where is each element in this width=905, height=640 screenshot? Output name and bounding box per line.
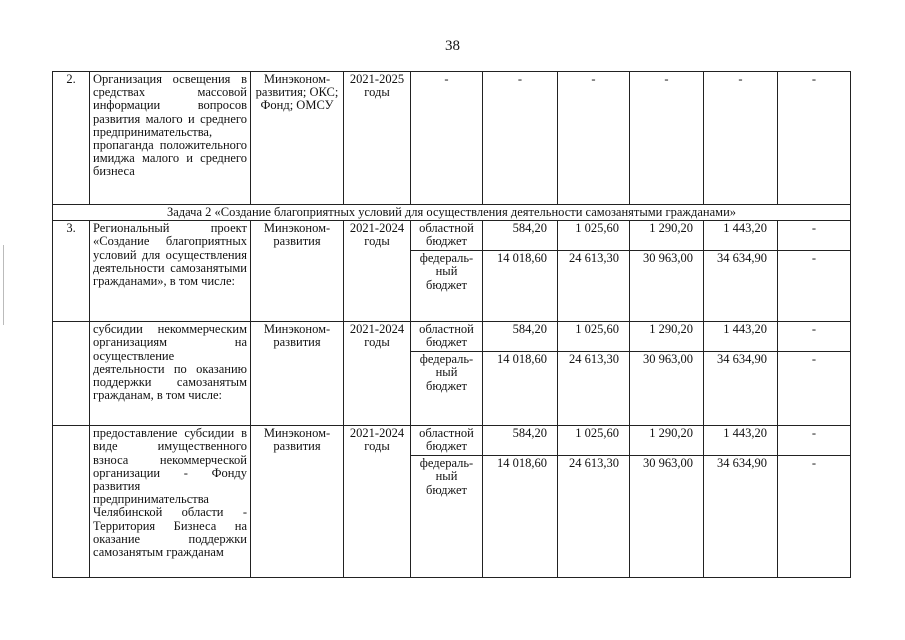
value-cell: -: [778, 251, 851, 322]
period: 2021-2024 годы: [344, 221, 411, 322]
value-cell: -: [778, 456, 851, 578]
funding-source: областной бюджет: [411, 322, 483, 352]
value-cell: 14 018,60: [483, 456, 558, 578]
value-cell: 1 443,20: [704, 322, 778, 352]
funding-source: областной бюджет: [411, 221, 483, 251]
funding-source: федераль-ный бюджет: [411, 352, 483, 426]
period: 2021-2025 годы: [344, 72, 411, 205]
activity-name: Региональный проект «Создание благоприятных условий для осуществления деятельности самозанятыми гражданами», в том числе:: [90, 221, 251, 322]
value-2022: -: [558, 72, 630, 205]
value-cell: -: [778, 221, 851, 251]
row-number: 3.: [53, 221, 90, 322]
value-cell: 1 025,60: [558, 221, 630, 251]
value-cell: -: [778, 426, 851, 456]
value-cell: 584,20: [483, 322, 558, 352]
scan-edge-mark: [3, 245, 4, 325]
value-cell: 30 963,00: [630, 352, 704, 426]
value-cell: 24 613,30: [558, 456, 630, 578]
value-cell: 1 443,20: [704, 221, 778, 251]
value-cell: 584,20: [483, 221, 558, 251]
value-cell: 30 963,00: [630, 251, 704, 322]
value-2025: -: [778, 72, 851, 205]
value-cell: 24 613,30: [558, 251, 630, 322]
value-cell: 1 290,20: [630, 322, 704, 352]
section-header-row: [53, 205, 851, 221]
value-cell: -: [778, 352, 851, 426]
executor: Минэконом-развития: [251, 221, 344, 322]
value-cell: 14 018,60: [483, 251, 558, 322]
row-number: 2.: [53, 72, 90, 205]
activity-name: Организация освещения в средствах массовой информации вопросов развития малого и среднего предпринимательства, пропаганда положительного имиджа малого и среднего бизнеса: [90, 72, 251, 205]
value-cell: 1 290,20: [630, 221, 704, 251]
value-cell: 1 443,20: [704, 426, 778, 456]
row-number: [53, 426, 90, 578]
funding-source: федераль-ный бюджет: [411, 456, 483, 578]
table-row: [53, 322, 851, 352]
value-cell: 14 018,60: [483, 352, 558, 426]
value-2021: -: [483, 72, 558, 205]
executor: Минэконом-развития: [251, 322, 344, 426]
program-table: [52, 71, 851, 578]
funding-source: областной бюджет: [411, 426, 483, 456]
executor: Минэконом-развития: [251, 426, 344, 578]
value-cell: 24 613,30: [558, 352, 630, 426]
page-number: 38: [445, 38, 460, 54]
table-row: [53, 72, 851, 205]
value-cell: 584,20: [483, 426, 558, 456]
value-cell: 1 025,60: [558, 322, 630, 352]
value-cell: 34 634,90: [704, 251, 778, 322]
funding-source: федераль-ный бюджет: [411, 251, 483, 322]
value-cell: 34 634,90: [704, 456, 778, 578]
period: 2021-2024 годы: [344, 322, 411, 426]
table-row: [53, 426, 851, 456]
funding-source: -: [411, 72, 483, 205]
value-cell: -: [778, 322, 851, 352]
period: 2021-2024 годы: [344, 426, 411, 578]
section-title: Задача 2 «Создание благоприятных условий для осуществления деятельности самозанятыми гражданами»: [53, 205, 851, 221]
table-row: [53, 221, 851, 251]
value-cell: 1 290,20: [630, 426, 704, 456]
value-cell: 1 025,60: [558, 426, 630, 456]
value-2024: -: [704, 72, 778, 205]
activity-name: субсидии некоммерческим организациям на осуществление деятельности по оказанию поддержки самозанятым гражданам, в том числе:: [90, 322, 251, 426]
executor: Минэконом-развития; ОКС; Фонд; ОМСУ: [251, 72, 344, 205]
value-cell: 34 634,90: [704, 352, 778, 426]
value-cell: 30 963,00: [630, 456, 704, 578]
activity-name: предоставление субсидии в виде имущественного взноса некоммерческой организации - Фонду развития предпринимательства Челябинской области - Территория Бизнеса на оказание поддержки самозанятым гражданам: [90, 426, 251, 578]
row-number: [53, 322, 90, 426]
value-2023: -: [630, 72, 704, 205]
